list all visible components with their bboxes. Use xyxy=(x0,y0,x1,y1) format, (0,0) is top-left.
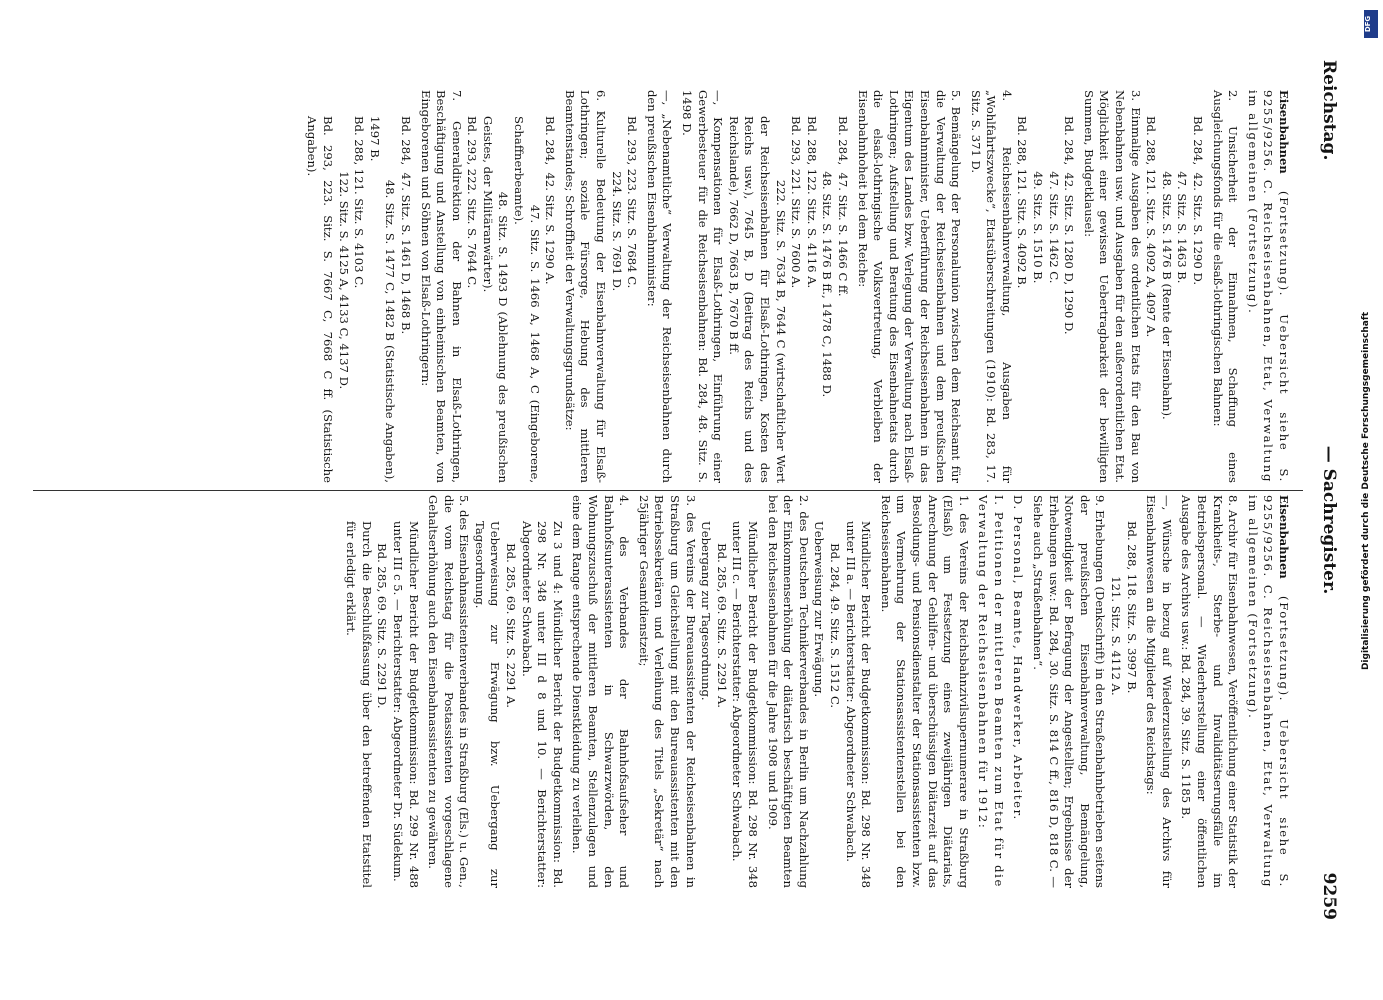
petition-1-refs: Mündlicher Bericht der Budgetkommission: Bd. 298 Nr. 348 unter III a. — Berichterstatter: Abgeordneter Schwabach. Bd. 284, 49. Sitz. S. 1512 C. Ueberweisung zur Erwägung. xyxy=(812,521,874,888)
left-intro xyxy=(1244,90,1291,483)
entry-7: 7. Generaldirektion der Bahnen in Elsaß-Lothringen, Beschäftigung und Anstellung von einheimischen Beamten, von Eingeborenen und Söhnen von Elsaß-Lothringern: xyxy=(418,90,464,483)
entry-5-refs: Bd. 284, 47. Sitz. S. 1466 C ff. 48. Sitz. S. 1476 B ff., 1478 C, 1488 D. Bd. 288, 122. Sitz. S. 4116 A. Bd. 293, 221. Sitz. S. 7600 A. 222. Sitz. S. 7634 B, 7644 C (wirtschaftlicher Wert der Reichseisenbahnen für Elsaß-Lothringen, Kosten des Reichs usw.), 7645 B, D (Beitrag des Reichs und des Reichslande), 7662 D, 7663 B, 7670 B ff. xyxy=(726,116,850,484)
column-divider xyxy=(33,490,1303,491)
petition-3-4-refs: Zu 3 und 4: Mündlicher Bericht der Budgetkommission: Bd. 298 Nr. 348 unter III d 8 und 10. — Berichterstatter: Abgeordneter Schwabach. Bd. 285, 69. Sitz. S. 2291 A. Ueberweisung zur Erwägung bzw. Uebergang zur Tagesordnung. xyxy=(472,521,565,888)
entry-5b-refs: Bd. 293, 223. Sitz. S. 7684 C. 224. Sitz. S. 7691 D. xyxy=(609,116,640,292)
entry-5a: —, Kompensationen für Elsaß-Lothringen, Einführung einer Gewerbesteuer für die Reichseisenbahnen: Bd. 284, 48. Sitz. S. 1498 D. xyxy=(680,90,726,483)
right-intro xyxy=(1244,495,1291,888)
right-intro-keyword: Eisenbahnen xyxy=(1277,495,1291,579)
digitization-note-text: Digitalisierung gefördert durch die Deutsche Forschungsgemeinschaft xyxy=(1361,311,1371,671)
running-head-left: Reichstag. xyxy=(1319,60,1339,161)
entry-6: 6. Kulturelle Bedeutung der Eisenbahnverwaltung für Elsaß-Lothringen; soziale Fürsorge, Hebung des mittleren Beamtenstandes; Schroffheit der Verwaltungsgrundsätze: xyxy=(562,90,609,483)
entry-2-refs: Bd. 284, 42. Sitz. S. 1290 D. 47. Sitz. S. 1463 B. 48. Sitz. S. 1476 B (Rente der Eisenbahn). Bd. 288, 121. Sitz. S. 4092 A, 4097 A. xyxy=(1144,116,1206,420)
petition-2: 2. des Deutschen Technikerverbandes in Berlin um Nachzahlung der Einkommenserhöhung der diätarisch beschäftigten Beamten bei den Reichseisenbahnen für die Jahre 1908 und 1909. xyxy=(765,495,811,888)
left-column xyxy=(41,90,1291,483)
entry-6-refs: Bd. 284, 42. Sitz. S. 1290 A. 47. Sitz. S. 1466 A, 1468 A, C (Eingeborene, Schaffnerbeamte). 48. Sitz. S. 1493 D (Ablehnung des preußischen Geistes, der Militäranwärter). Bd. 293, 222. Sitz. S. 7644 C. xyxy=(465,116,558,483)
entry-8a: —, Wünsche in bezug auf Wiederzustellung des Archivs für Eisenbahnwesen an die Mitglieder des Reichstags: xyxy=(1144,495,1174,888)
digitization-note xyxy=(1356,16,1376,976)
right-column xyxy=(41,495,1291,888)
entry-9: 9. Erhebungen (Denkschrift) in den Straßenbahnbetrieben seitens der preußischen Eisenbahnverwaltung, Bemängelung, Notwendigkeit der Befragung der Angestellten; Ergebnisse der Erhebungen usw.: Bd. 284, 30. Sitz. S. 814 C ff., 816 D, 818 C. — Siehe auch „Straßenbahnen“. xyxy=(1031,495,1108,888)
running-head-center: — Sachregister. xyxy=(1319,445,1339,595)
entry-4: 4. Reichseisenbahnverwaltung, Ausgaben für „Wohlfahrtszwecke“, Etatsüberschreitungen (1910): Bd. 283, 17. Sitz. S. 371 D. xyxy=(968,90,1014,483)
petition-5: 5. des Eisenbahnassistentenverbandes in Straßburg (Els.) u. Gen., die vom Reichstag für die Postassistenten vorgeschlagene Gehaltserhöhung auch den Eisenbahnassistenten zu gewähren. xyxy=(426,495,472,888)
petition-1: 1. des Vereins der Reichsbahnzivilsupernumerare in Straßburg (Elsaß) um Festsetzung eines zweijährigen Diätariats, Anrechnung der Gehilfen- und überschüssigen Diätarzeit auf das Besoldungs- und Pensionsdienstalter der Stationsassistenten bzw. um Vermehrung der Stationsassistentenstellen bei den Reichseisenbahnen. xyxy=(878,495,971,888)
entry-3: 3. Einmalige Ausgaben des ordentlichen Etats für den Bau von Nebenbahnen usw. und Ausgaben für den außerordentlichen Etat. Möglichkeit einer gewissen Uebertragbarkeit der bewilligten Summen, Budgetklausel: xyxy=(1081,90,1143,483)
dfg-logo-text: DFG xyxy=(1364,15,1373,33)
left-intro-text: (Fortsetzung). Uebersicht siehe S. 9255/9256. C. Reichseisenbahnen, Etat, Verwaltung im allgemeinen (Fortsetzung). xyxy=(1245,90,1291,483)
left-intro-keyword: Eisenbahnen xyxy=(1277,90,1291,174)
entry-3-refs: Bd. 284, 42. Sitz. S. 1280 D, 1290 D. 47. Sitz. S. 1462 C. 49. Sitz. S. 1510 B. Bd. 288, 121. Sitz. S. 4092 B. xyxy=(1015,116,1077,335)
entry-5: 5. Bemängelung der Personalunion zwischen dem Reichsamt für die Verwaltung der Reichseisenbahnen und dem preußischen Eisenbahnminister, Ueberführung der Reichseisenbahnen in das Eigentum des Landes bzw. Verlegung der Verwaltung nach Elsaß-Lothringen; Aufstellung und Beratung des Eisenbahnetats durch die elsaß-lothringische Volksvertretung, Verbleiben der Eisenbahnhoheit bei dem Reiche: xyxy=(855,90,964,483)
petition-5-refs: Mündlicher Bericht der Budgetkommission: Bd. 299 Nr. 488 unter III c 5. — Berichterstatter: Abgeordneter Dr. Südekum. Bd. 285, 69. Sitz. S. 2291 D. Durch die Beschlußfassung über den betreffenden Etatstitel für erledigt erklärt. xyxy=(344,521,421,888)
petition-4: 4. des Verbandes der Bahnhofsaufseher und Bahnhofsunterassistenten in Schwarzwörden, den Wohnungszuschuß der mittleren Beamten, Stellenzulagen und eine dem Range entsprechende Dienstkleidung zu verleihen. xyxy=(570,495,632,888)
petition-3: 3. des Vereins der Bureauassistenten der Reichseisenbahnen in Straßburg um Gleichstellung mit den Bureauassistenten mit den Betriebssekretären und Verleihung des Titels „Sekretär“ nach 25jähriger Gesamtdienstzeit; xyxy=(636,495,698,888)
petition-2-refs: Mündlicher Bericht der Budgetkommission: Bd. 298 Nr. 348 unter III c. — Berichterstatter: Abgeordneter Schwabach. Bd. 285, 69. Sitz. S. 2291 A. Uebergang zur Tagesordnung. xyxy=(699,521,760,888)
entry-8a-refs: Bd. 288, 118. Sitz. S. 3997 B. 121. Sitz. S. 4112 A. xyxy=(1109,521,1139,696)
entry-8: 8. Archiv für Eisenbahnwesen, Veröffentlichung einer Statistik der Krankheits-, Sterbe- und Invaliditätserungsfälle im Betriebspersonal. — Wiederherstellung einer öffentlichen Ausgabe des Archivs usw.: Bd. 284, 39. Sitz. S. 1185 B. xyxy=(1179,495,1241,888)
page-number: 9259 xyxy=(1319,872,1339,920)
right-intro-text: (Fortsetzung). Uebersicht siehe S. 9255/9256. C. Reichseisenbahnen, Etat, Verwaltung im allgemeinen (Fortsetzung). xyxy=(1245,495,1291,888)
entry-7-refs: Bd. 284, 47. Sitz. S. 1461 D, 1468 B. 48. Sitz. S. 1477 C, 1482 B (Statistische Angaben), 1497 B. Bd. 288, 121. Sitz. S. 4103 C. 122. Sitz. S. 4125 A, 4133 C, 4137 D. Bd. 293, 223. Sitz. S. 7667 C, 7668 C ff. (Statistische Angaben). xyxy=(305,116,413,483)
dfg-logo xyxy=(1364,10,1378,38)
entry-2: 2. Unsicherheit der Einnahmen, Schaffung eines Ausgleichungsfonds für die elsaß-lothringischen Bahnen: xyxy=(1210,90,1241,483)
section-i-heading: I. Petitionen der mittleren Beamten zum Etat für die Verwaltung der Reichseisenbahnen für 1912: xyxy=(976,495,1006,888)
section-d-heading: D. Personal, Beamte, Handwerker, Arbeiter. xyxy=(1011,495,1026,821)
entry-5b: —, „Nebenamtliche“ Verwaltung der Reichseisenbahnen durch den preußischen Eisenbahnminister: xyxy=(644,90,675,483)
